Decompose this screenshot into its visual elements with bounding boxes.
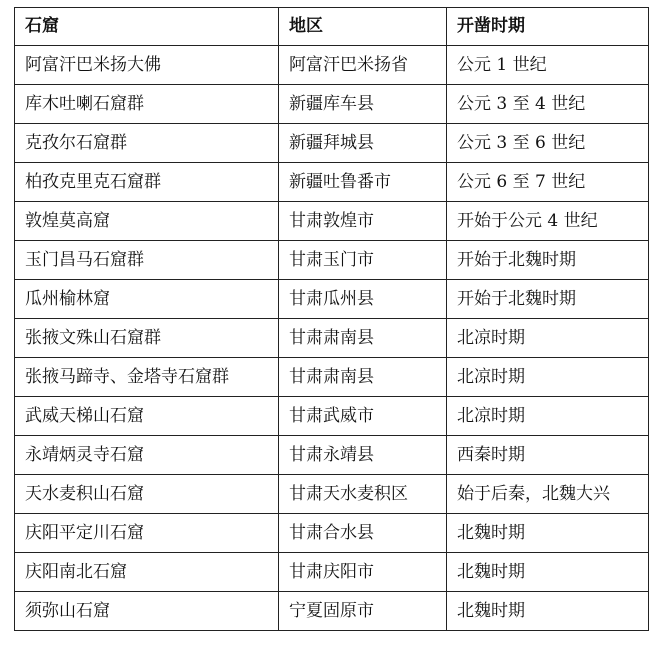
table-row	[15, 553, 649, 592]
header-region: 地区	[279, 8, 447, 46]
table-row	[15, 319, 649, 358]
cell-period: 北凉时期	[447, 358, 649, 397]
cell-period: 北魏时期	[447, 592, 649, 631]
table-row	[15, 358, 649, 397]
table-header-row	[15, 8, 649, 46]
cell-grotto: 阿富汗巴米扬大佛	[15, 46, 279, 85]
cell-grotto: 玉门昌马石窟群	[15, 241, 279, 280]
cell-period: 公元 3 至 6 世纪	[447, 124, 649, 163]
header-period: 开凿时期	[447, 8, 649, 46]
cell-grotto: 柏孜克里克石窟群	[15, 163, 279, 202]
table-row	[15, 475, 649, 514]
cell-grotto: 永靖炳灵寺石窟	[15, 436, 279, 475]
cell-grotto: 庆阳平定川石窟	[15, 514, 279, 553]
cell-grotto: 库木吐喇石窟群	[15, 85, 279, 124]
cell-grotto: 须弥山石窟	[15, 592, 279, 631]
cell-grotto: 庆阳南北石窟	[15, 553, 279, 592]
table-row	[15, 202, 649, 241]
cell-period: 公元 1 世纪	[447, 46, 649, 85]
cell-region: 甘肃庆阳市	[279, 553, 447, 592]
cell-region: 甘肃肃南县	[279, 358, 447, 397]
cell-region: 新疆拜城县	[279, 124, 447, 163]
table-row	[15, 436, 649, 475]
cell-period: 开始于公元 4 世纪	[447, 202, 649, 241]
grottoes-table-container	[14, 7, 648, 631]
table-row	[15, 163, 649, 202]
cell-grotto: 克孜尔石窟群	[15, 124, 279, 163]
cell-grotto: 张掖文殊山石窟群	[15, 319, 279, 358]
cell-region: 新疆库车县	[279, 85, 447, 124]
cell-grotto: 天水麦积山石窟	[15, 475, 279, 514]
cell-grotto: 瓜州榆林窟	[15, 280, 279, 319]
table-row	[15, 397, 649, 436]
table-row	[15, 124, 649, 163]
cell-period: 始于后秦，北魏大兴	[447, 475, 649, 514]
cell-region: 甘肃敦煌市	[279, 202, 447, 241]
cell-period: 北凉时期	[447, 397, 649, 436]
cell-period: 开始于北魏时期	[447, 280, 649, 319]
table-row	[15, 46, 649, 85]
table-row	[15, 514, 649, 553]
cell-period: 公元 6 至 7 世纪	[447, 163, 649, 202]
cell-region: 甘肃天水麦积区	[279, 475, 447, 514]
table-row	[15, 85, 649, 124]
cell-region: 甘肃武威市	[279, 397, 447, 436]
cell-period: 北凉时期	[447, 319, 649, 358]
cell-region: 甘肃瓜州县	[279, 280, 447, 319]
header-grotto: 石窟	[15, 8, 279, 46]
table-row	[15, 241, 649, 280]
cell-region: 阿富汗巴米扬省	[279, 46, 447, 85]
cell-region: 甘肃玉门市	[279, 241, 447, 280]
cell-period: 北魏时期	[447, 553, 649, 592]
table-row	[15, 280, 649, 319]
cell-grotto: 武威天梯山石窟	[15, 397, 279, 436]
cell-region: 新疆吐鲁番市	[279, 163, 447, 202]
cell-grotto: 张掖马蹄寺、金塔寺石窟群	[15, 358, 279, 397]
grottoes-table	[14, 7, 649, 631]
cell-region: 宁夏固原市	[279, 592, 447, 631]
table-body	[15, 46, 649, 631]
cell-region: 甘肃永靖县	[279, 436, 447, 475]
cell-grotto: 敦煌莫高窟	[15, 202, 279, 241]
cell-period: 北魏时期	[447, 514, 649, 553]
cell-period: 公元 3 至 4 世纪	[447, 85, 649, 124]
cell-period: 西秦时期	[447, 436, 649, 475]
table-row	[15, 592, 649, 631]
cell-region: 甘肃合水县	[279, 514, 447, 553]
cell-period: 开始于北魏时期	[447, 241, 649, 280]
cell-region: 甘肃肃南县	[279, 319, 447, 358]
